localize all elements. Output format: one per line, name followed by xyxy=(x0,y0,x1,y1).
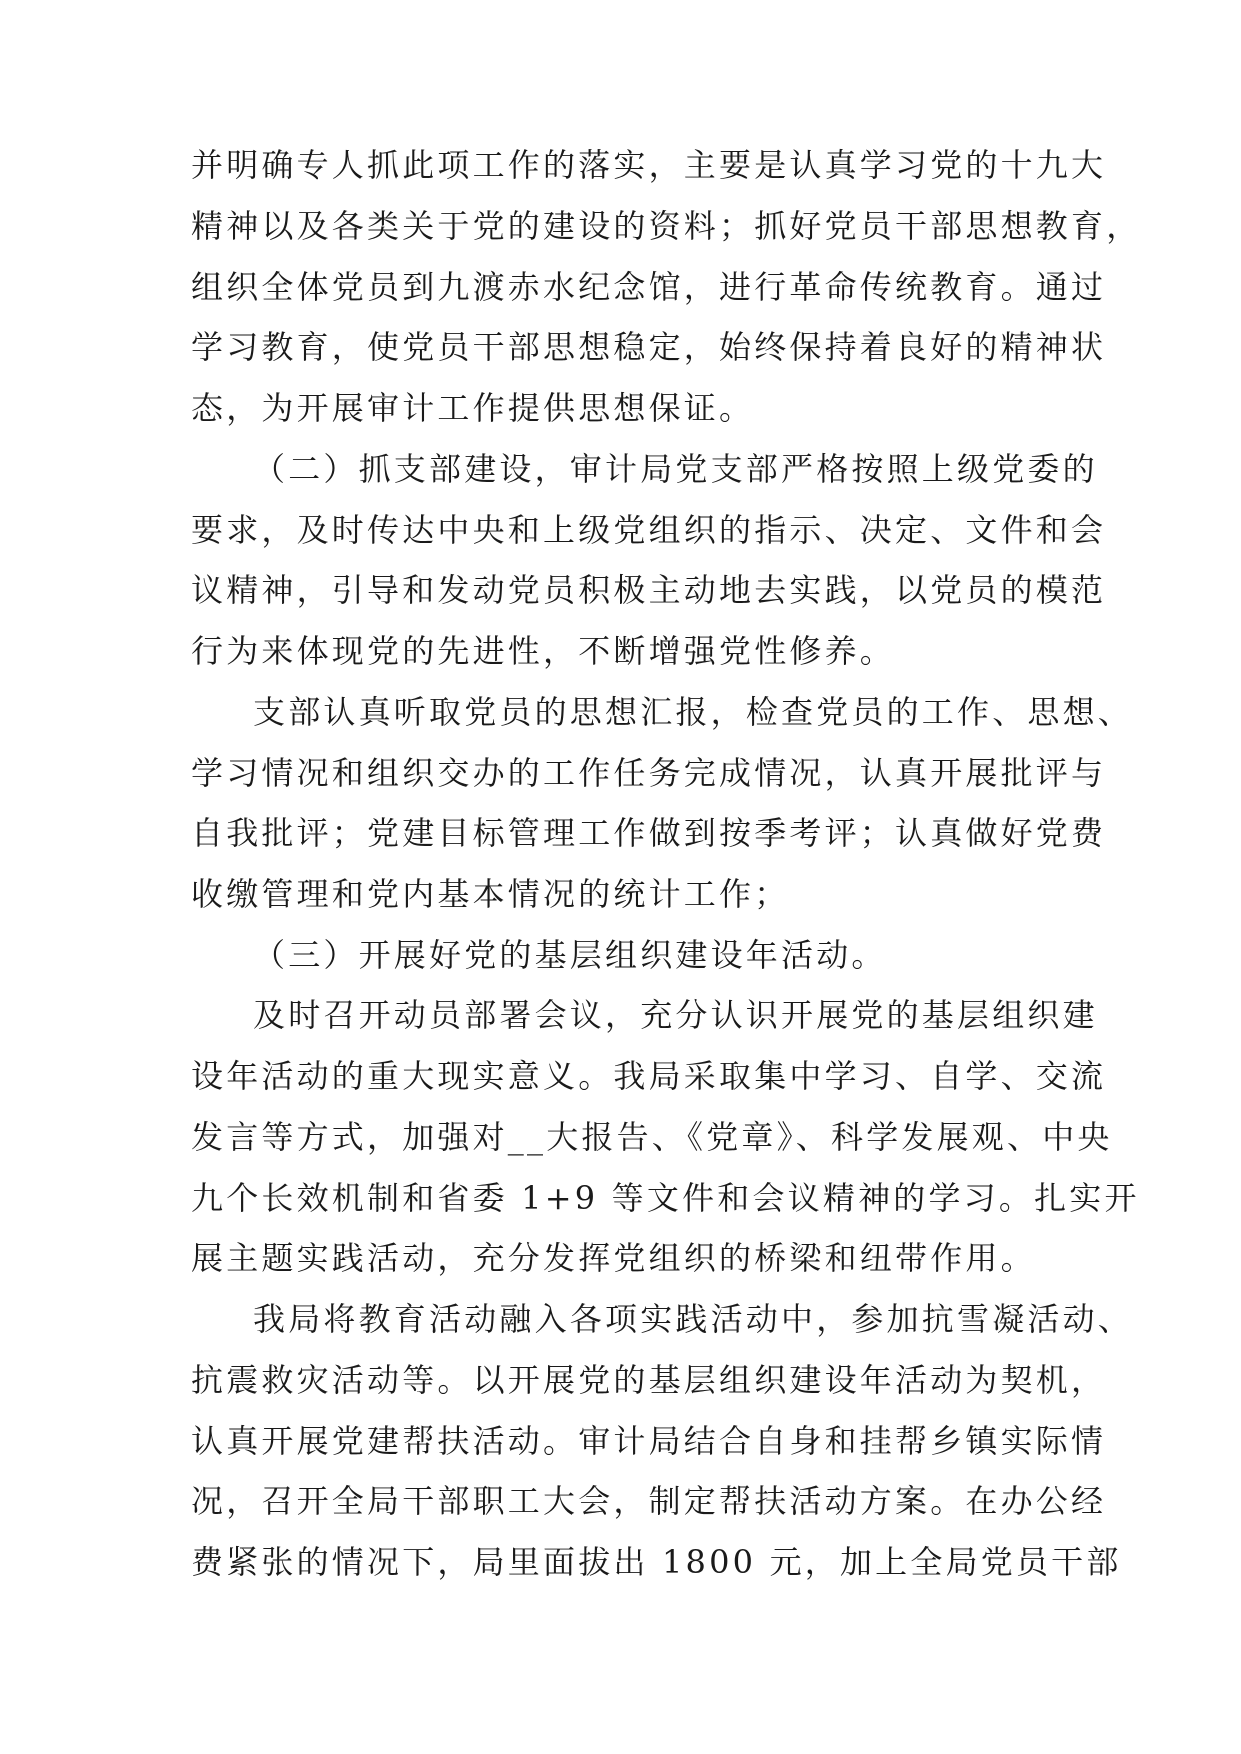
text-line: 学习教育，使党员干部思想稳定，始终保持着良好的精神状 xyxy=(191,328,1107,366)
text-line: 要求，及时传达中央和上级党组织的指示、决定、文件和会 xyxy=(191,511,1107,549)
text-line: 议精神，引导和发动党员积极主动地去实践，以党员的模范 xyxy=(191,571,1107,609)
text-line: 抗震救灾活动等。以开展党的基层组织建设年活动为契机， xyxy=(191,1361,1107,1399)
text-line: 况，召开全局干部职工大会，制定帮扶活动方案。在办公经 xyxy=(191,1482,1107,1520)
paragraph-start: 及时召开动员部署会议，充分认识开展党的基层组织建 xyxy=(253,996,1098,1034)
paragraph-start: 我局将教育活动融入各项实践活动中，参加抗雪凝活动、 xyxy=(253,1300,1134,1338)
text-line: 态，为开展审计工作提供思想保证。 xyxy=(191,389,755,427)
text-line: 组织全体党员到九渡赤水纪念馆，进行革命传统教育。通过 xyxy=(191,268,1107,306)
text-line: 自我批评；党建目标管理工作做到按季考评；认真做好党费 xyxy=(191,814,1107,852)
text-line: 费紧张的情况下，局里面拔出 1800 元，加上全局党员干部 xyxy=(191,1543,1122,1581)
text-line: 九个长效机制和省委 1+9 等文件和会议精神的学习。扎实开 xyxy=(191,1179,1140,1217)
text-line: 设年活动的重大现实意义。我局采取集中学习、自学、交流 xyxy=(191,1057,1107,1095)
section-heading: （二）抓支部建设，审计局党支部严格按照上级党委的 xyxy=(253,450,1098,488)
text-line: 收缴管理和党内基本情况的统计工作； xyxy=(191,875,790,913)
section-heading: （三）开展好党的基层组织建设年活动。 xyxy=(253,936,887,974)
text-line: 认真开展党建帮扶活动。审计局结合自身和挂帮乡镇实际情 xyxy=(191,1422,1107,1460)
text-line: 学习情况和组织交办的工作任务完成情况，认真开展批评与 xyxy=(191,754,1107,792)
text-line: 展主题实践活动，充分发挥党组织的桥梁和纽带作用。 xyxy=(191,1239,1036,1277)
text-line: 精神以及各类关于党的建设的资料；抓好党员干部思想教育， xyxy=(191,207,1142,245)
paragraph-start: 支部认真听取党员的思想汇报，检查党员的工作、思想、 xyxy=(253,693,1134,731)
text-line: 并明确专人抓此项工作的落实，主要是认真学习党的十九大 xyxy=(191,146,1107,184)
text-line: 行为来体现党的先进性，不断增强党性修养。 xyxy=(191,632,896,670)
text-line: 发言等方式，加强对__大报告、《党章》、科学发展观、中央 xyxy=(191,1118,1113,1156)
